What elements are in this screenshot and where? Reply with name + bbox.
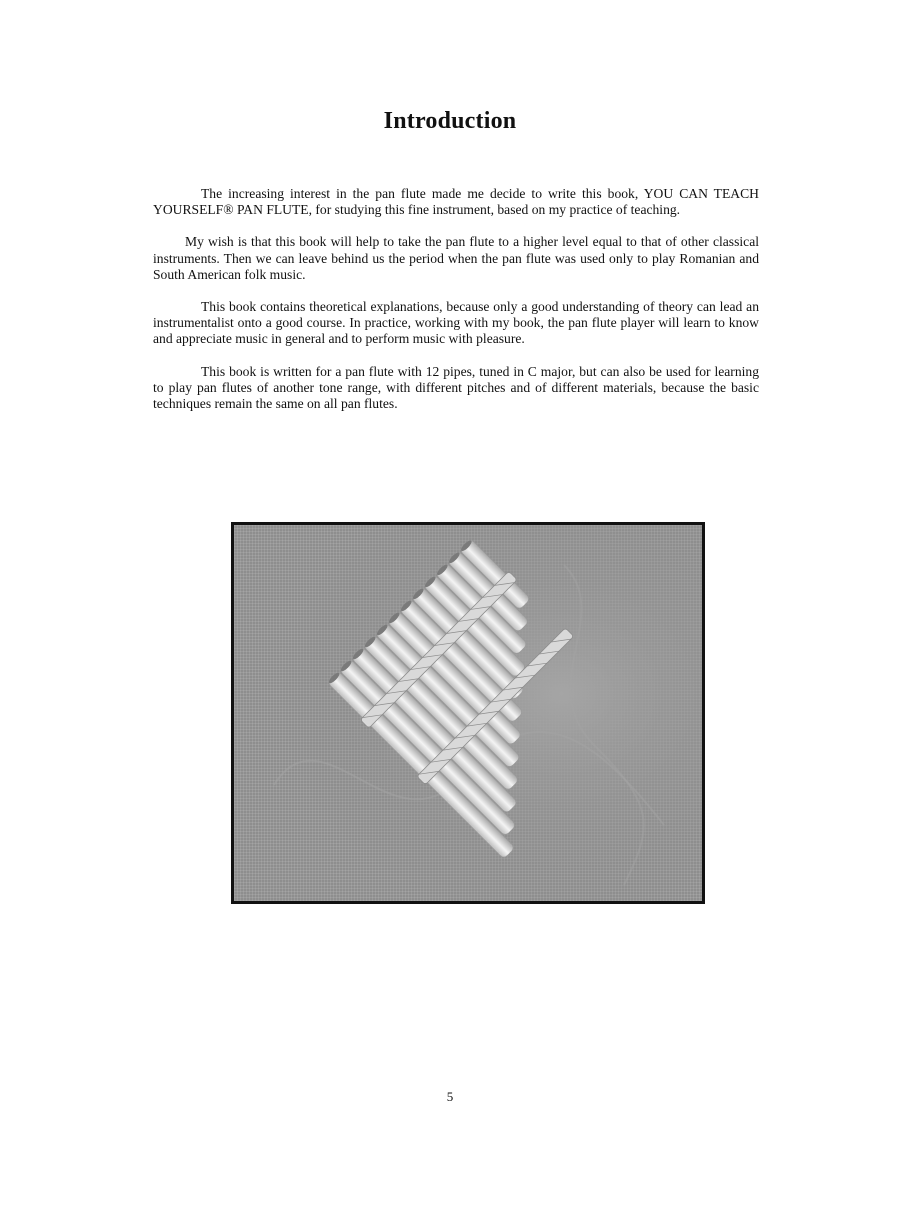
paragraph-2: My wish is that this book will help to take the pan flute to a higher level equal to that of other classical instruments. Then we can leave behind us the period when the pan flute was used only to play Romanian and South American folk music. — [153, 234, 759, 282]
page-number: 5 — [446, 1089, 454, 1104]
pan-flute-figure — [231, 522, 705, 904]
pan-flute-illustration-icon — [234, 525, 702, 901]
paragraph-3: This book contains theoretical explanations, because only a good understanding of theory can lead an instrumentalist onto a good course. In practice, working with my book, the pan flute player will learn to know and appreciate music in general and to perform music with pleasure. — [153, 299, 759, 347]
paragraph-1: The increasing interest in the pan flute made me decide to write this book, YOU CAN TEACH YOURSELF® PAN FLUTE, for studying this fine instrument, based on my practice of teaching. — [153, 186, 759, 218]
paragraph-4: This book is written for a pan flute with 12 pipes, tuned in C major, but can also be used for learning to play pan flutes of another tone range, with different pitches and of different materials, because the basic techniques remain the same on all pan flutes. — [153, 363, 759, 412]
introduction-text — [153, 186, 759, 428]
page-title: Introduction — [383, 108, 517, 134]
